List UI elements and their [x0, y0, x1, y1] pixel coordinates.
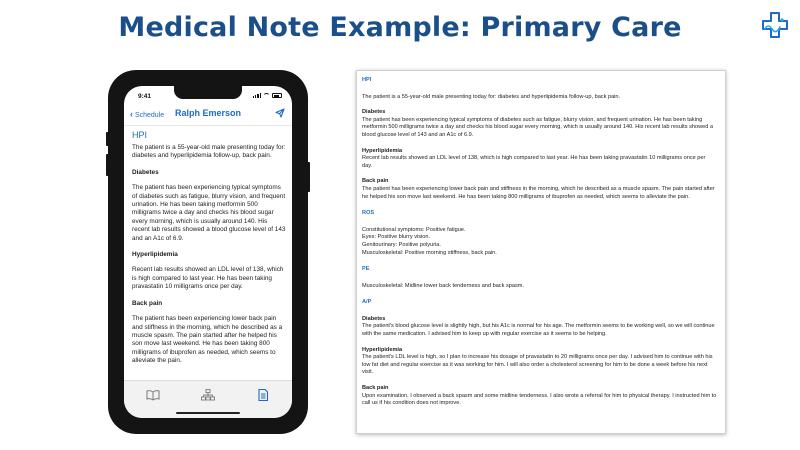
diabetes-text: The patient has been experiencing typical symptoms of diabetes such as fatigue, blurry vision, and frequent urination. He has been taking metformin 500 milligrams twice a day and checks his blood sugar every morning, which is usually around 140. His recent lab results showed a blood glucose level of 143 and an A1c of 6.9. [132, 184, 286, 242]
hpi-intro: The patient is a 55-year-old male presenting today for: diabetes and hyperlipidemia follow-up, back pain. [132, 144, 286, 160]
doc-ap-diabetes-text: The patient's blood glucose level is slightly high, but his A1c is normal for his age. The metformin seems to be working well, so we will continue with the same medication. I advised him to keep up with regular exercise as it seems to be helping. [362, 323, 715, 338]
phone-notch [174, 86, 242, 99]
diabetes-heading: Diabetes [132, 168, 159, 176]
doc-hpi-hyperlipidemia-heading: Hyperlipidemia [362, 147, 403, 154]
phone-screen [124, 86, 292, 418]
power-button [307, 162, 310, 192]
doc-ros-line: Genitourinary: Positive polyuria. [362, 241, 441, 248]
patient-name: Ralph Emerson [174, 108, 241, 118]
note-content [132, 130, 286, 366]
document-icon[interactable] [256, 389, 270, 401]
volume-up-button [106, 132, 109, 146]
nav-bar [124, 104, 292, 126]
document-body [362, 77, 717, 408]
back-pain-heading: Back pain [132, 299, 163, 307]
doc-hpi-back-pain-text: The patient has been experiencing lower back pain and stiffness in the morning, which he described as a muscle spasm. The pain started after he helped his son move last weekend. He has been taking 800 milligrams of ibuprofen as needed, which seems to alleviate the pain. [362, 185, 715, 200]
chevron-left-icon: ‹ [130, 109, 133, 119]
doc-hpi-diabetes-text: The patient has been experiencing typical symptoms of diabetes such as fatigue, blurry vision, and frequent urination. He has been taking metformin 500 milligrams twice a day and checks his blood sugar every morning, which is usually around 140. His recent lab results showed a blood glucose level of 143 and an A1c of 6.9. [362, 116, 714, 138]
doc-hpi-intro: The patient is a 55-year-old male presenting today for: diabetes and hyperlipidemia follow-up, back pain. [362, 93, 621, 100]
status-icons [253, 93, 282, 98]
hyperlipidemia-heading: Hyperlipidemia [132, 251, 178, 259]
status-time: 9:41 [138, 93, 152, 100]
doc-hpi-diabetes-heading: Diabetes [362, 109, 386, 116]
doc-hpi-heading: HPI [362, 77, 372, 83]
phone-mockup [108, 70, 308, 434]
doc-ap-hyperlipidemia-heading: Hyperlipidemia [362, 346, 403, 353]
doc-ap-diabetes-heading: Diabetes [362, 315, 386, 322]
doc-pe-heading: PE [362, 266, 370, 273]
hyperlipidemia-text: Recent lab results showed an LDL level of 138, which is high compared to last year. He has been taking pravastatin 10 milligrams once per day. [132, 266, 284, 291]
org-chart-icon[interactable] [201, 389, 215, 401]
wifi-icon [263, 93, 270, 98]
medical-cross-icon [760, 10, 790, 40]
signal-icon [253, 93, 261, 98]
doc-ap-hyperlipidemia-text: The patient's LDL level is high, so I plan to increase his dosage of pravastatin to 20 milligrams once per day. I advised him to continue with his low fat diet and regular exercise as it was working for him. I will also order a cholesterol screening for him to be done a week before his next visit. [362, 354, 713, 376]
send-icon[interactable] [275, 108, 285, 118]
doc-ap-heading: A/P [362, 299, 372, 306]
doc-ap-back-pain-heading: Back pain [362, 385, 389, 392]
back-label: Schedule [134, 112, 165, 119]
doc-pe-text: Musculoskeletal: Midline lower back tenderness and back spasm. [362, 282, 524, 289]
doc-ros-line: Constitutional symptoms: Positive fatigue. [362, 226, 466, 233]
doc-ros-heading: ROS [362, 210, 375, 217]
tab-bar [124, 380, 292, 418]
volume-down-button [106, 154, 109, 176]
battery-icon [272, 93, 282, 98]
slide-title: Medical Note Example: Primary Care [118, 12, 682, 43]
doc-hpi-back-pain-heading: Back pain [362, 178, 389, 185]
doc-ros-line: Eyes: Positive blurry vision. [362, 234, 431, 241]
doc-ros-line: Musculoskeletal: Positive morning stiffness, back pain. [362, 249, 497, 256]
hpi-heading: HPI [132, 130, 148, 140]
doc-hpi-hyperlipidemia-text: Recent lab results showed an LDL level of 138, which is high compared to last year. He has been taking pravastatin 10 milligrams once per day. [362, 155, 706, 169]
home-indicator[interactable] [176, 412, 240, 415]
book-icon[interactable] [146, 389, 160, 401]
medical-note-document [356, 70, 726, 434]
doc-ap-back-pain-text: Upon examination, I observed a back spasm and some midline tenderness. I also wrote a referral for him to physical therapy. I instructed him to call us if his condition does not improve. [362, 392, 717, 407]
back-pain-text: The patient has been experiencing lower back pain and stiffness in the morning, which he described as a muscle spasm. The pain started after he helped his son move last weekend. He has been taking 800 milligrams of ibuprofen as needed, which seems to alleviate the pain. [132, 315, 283, 365]
